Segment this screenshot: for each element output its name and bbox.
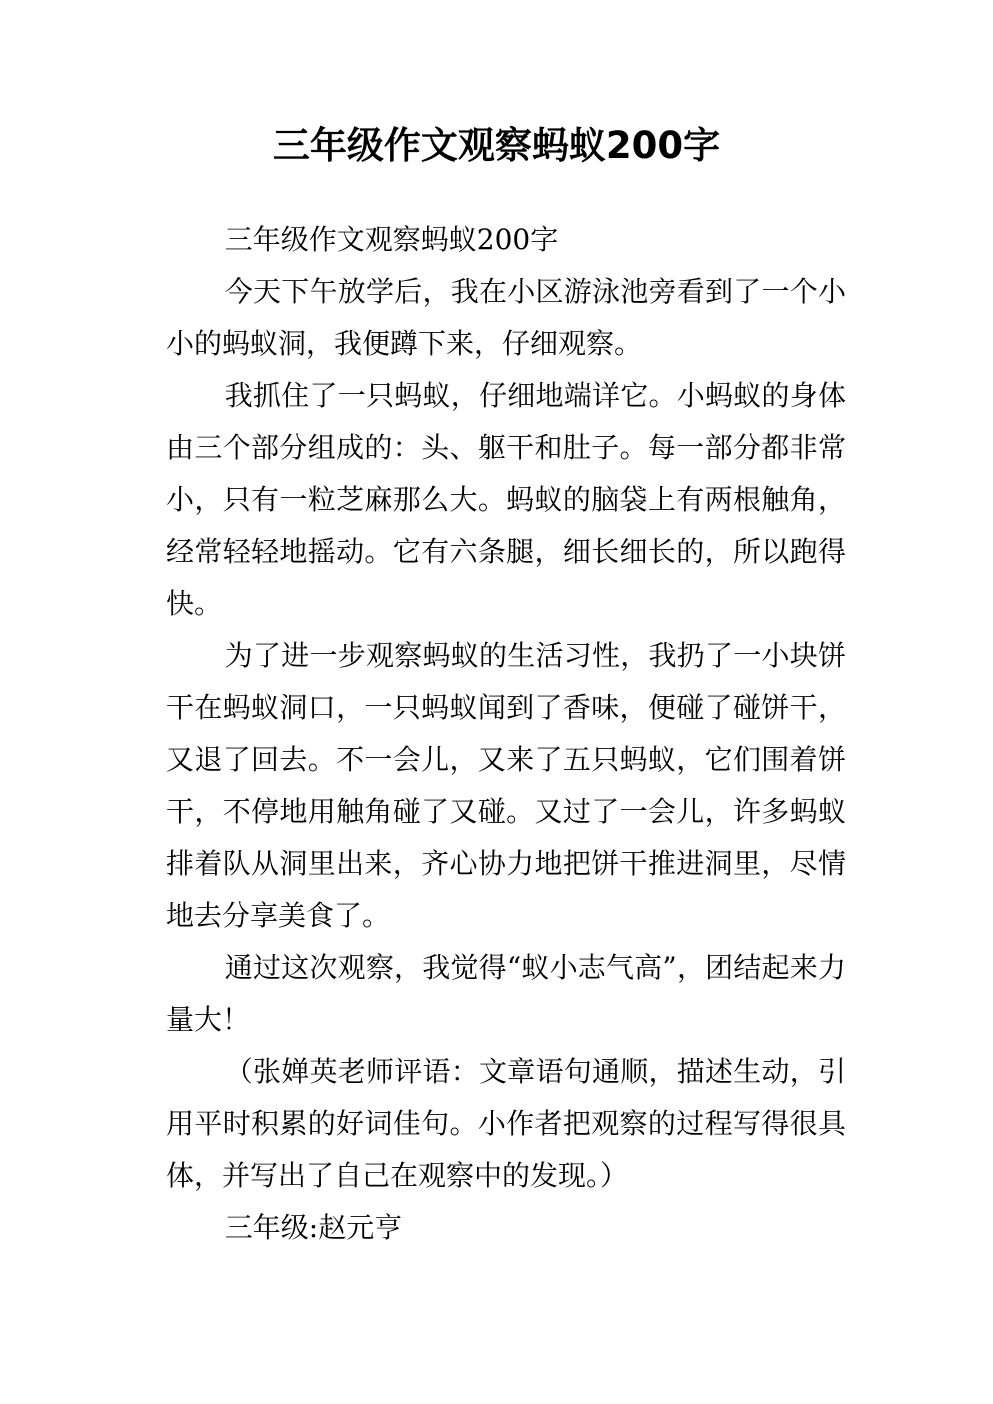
paragraph-subtitle: 三年级作文观察蚂蚁200字: [224, 223, 559, 256]
paragraph-intro: 今天下午放学后，我在小区游泳池旁看到了一个小小的蚂蚁洞，我便蹲下来，仔细观察。: [166, 275, 846, 360]
paragraph-teacher-comment: （张婵英老师评语：文章语句通顺，描述生动，引用平时积累的好词佳句。小作者把观察的过程写得很具体，并写出了自己在观察中的发现。）: [166, 1055, 846, 1192]
document-body: [166, 214, 846, 1254]
paragraph-ant-behavior: 为了进一步观察蚂蚁的生活习性，我扔了一小块饼干在蚂蚁洞口，一只蚂蚁闻到了香味，便碰了碰饼干，又退了回去。不一会儿，又来了五只蚂蚁，它们围着饼干，不停地用触角碰了又碰。又过了一会儿，许多蚂蚁排着队从洞里出来，齐心协力地把饼干推进洞里，尽情地去分享美食了。: [166, 639, 846, 932]
document-title: 三年级作文观察蚂蚁200字: [272, 124, 721, 167]
paragraph-conclusion: 通过这次观察，我觉得“蚁小志气高”，团结起来力量大！: [166, 951, 846, 1036]
paragraph-ant-body: 我抓住了一只蚂蚁，仔细地端详它。小蚂蚁的身体由三个部分组成的：头、躯干和肚子。每一部分都非常小，只有一粒芝麻那么大。蚂蚁的脑袋上有两根触角，经常轻轻地摇动。它有六条腿，细长细长的，所以跑得快。: [166, 379, 846, 620]
paragraph-author: 三年级:赵元亨: [224, 1211, 403, 1244]
